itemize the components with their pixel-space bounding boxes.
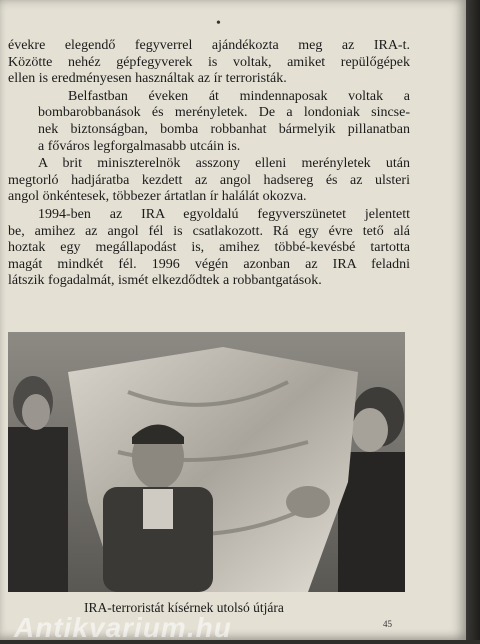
body-text [8, 38, 410, 291]
photo-caption: IRA-terroristát kísérnek utolsó útjára [84, 600, 284, 615]
paragraph-1 [8, 38, 410, 88]
text-line: Belfastban éveken át mindennaposak voltak a [68, 88, 410, 104]
watermark-logo: Antikvarium.hu [14, 612, 232, 643]
text-line: A brit miniszterelnök asszony elleni merényletek után [38, 156, 410, 172]
page-edge-shadow [466, 0, 480, 640]
text-line: a főváros legforgalmasabb utcáin is. [38, 138, 241, 154]
paragraph-4 [8, 207, 410, 290]
text-line: magát mindkét fél. 1996 végén azonban az IRA feladni [8, 256, 410, 272]
text-line: 1994-ben az IRA egyoldalú fegyverszünetet jelentett [38, 206, 410, 222]
text-line: hoztak egy megállapodást is, amihez többé-kevésbé tartotta [8, 240, 410, 256]
text-line: látszik fogadalmát, ismét elkezdődtek a robbantgatások. [8, 273, 322, 289]
paragraph-3 [8, 156, 410, 206]
funeral-photo [8, 332, 405, 592]
text-line: nek biztonságban, bomba robbanhat bármelyik pillanatban [38, 121, 410, 137]
text-line: Közötte nehéz gépfegyverek is voltak, amiket repülőgépek [8, 54, 410, 70]
header-dot: • [216, 16, 221, 31]
text-line: bombarobbanások és merényletek. De a londoniak sincse- [38, 105, 410, 121]
text-line: be, amihez az angol fél is csatlakozott. Rá egy évre tető alá [8, 223, 410, 239]
text-line: angol önkéntesek, többezer ártatlan ír halálát okozva. [8, 189, 307, 205]
text-line: évekre elegendő fegyverrel ajándékozta meg az IRA-t. [8, 38, 410, 53]
text-line: megtorló hadjáratba kezdett az angol hadsereg és az ulsteri [8, 172, 410, 188]
paragraph-2 [8, 89, 410, 155]
page-number: 45 [383, 619, 392, 629]
photo-illustration [8, 332, 405, 592]
text-line: ellen is eredményesen használtak az ír terroristák. [8, 71, 287, 87]
